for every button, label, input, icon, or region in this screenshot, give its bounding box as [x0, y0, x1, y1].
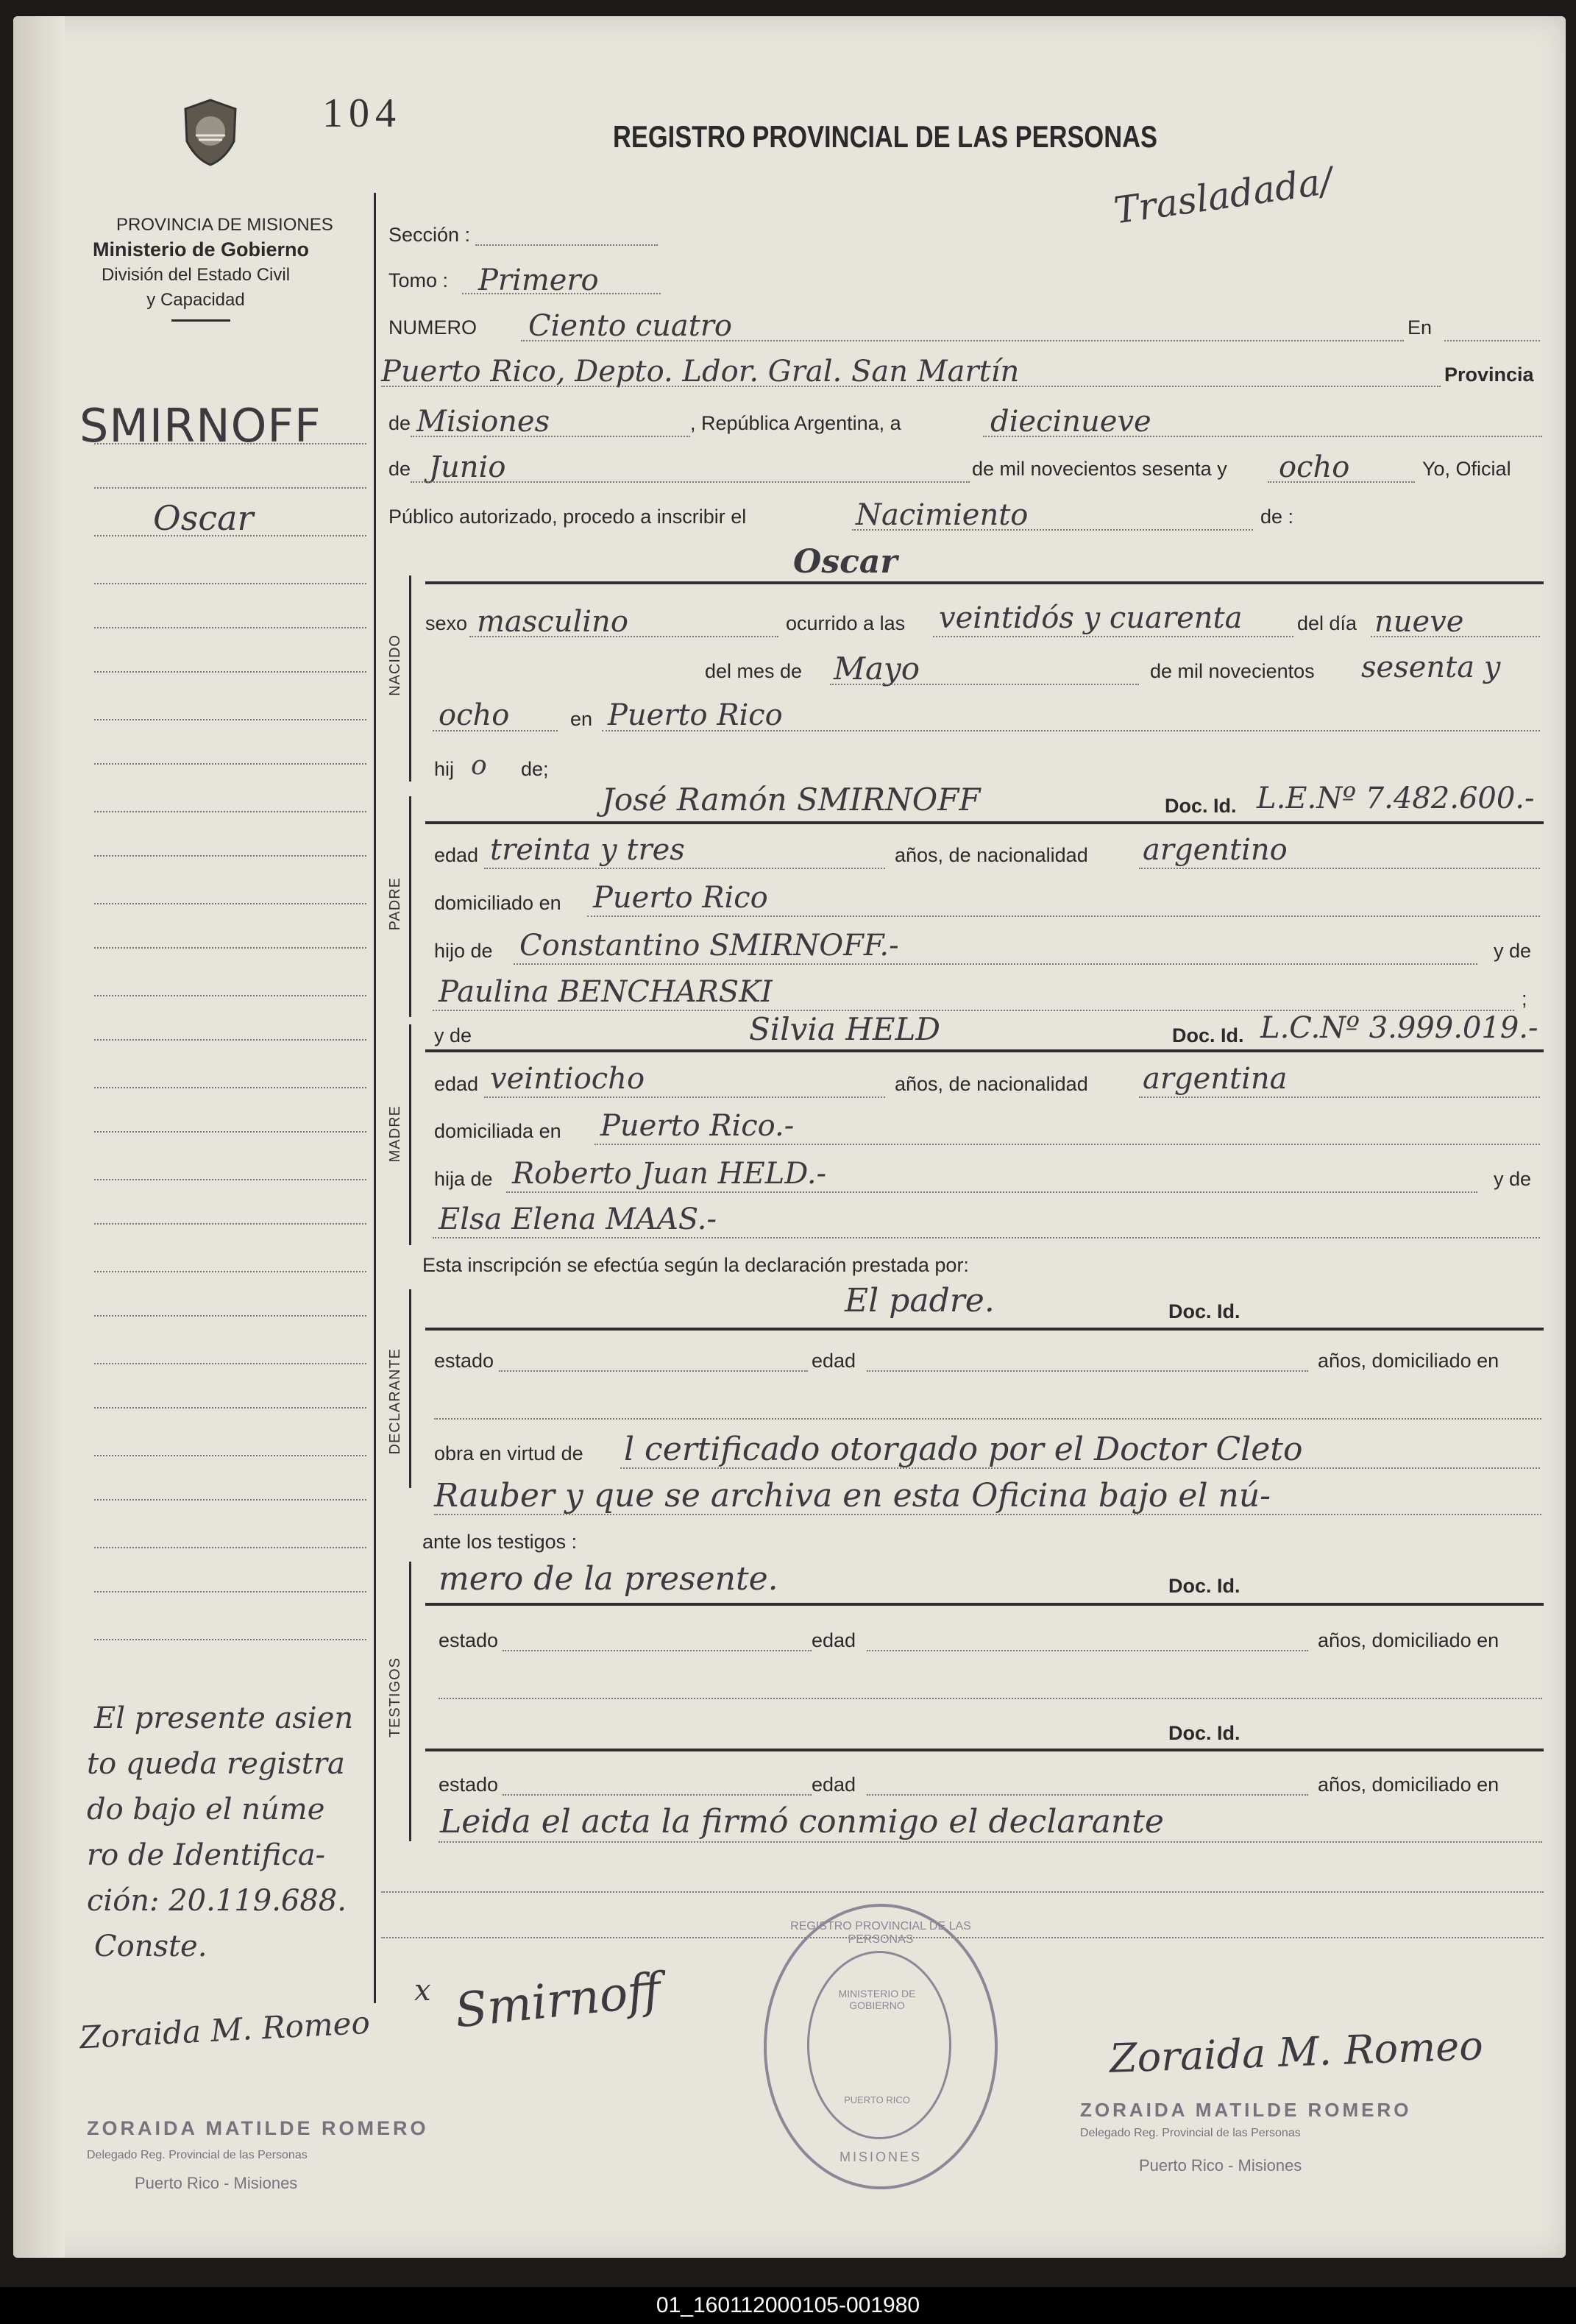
- anio-value: ocho: [1279, 450, 1350, 484]
- label-madre: MADRE: [387, 1105, 403, 1163]
- seal-bottom-text: MISIONES: [839, 2150, 922, 2164]
- label-madre-dom: domiciliada en: [434, 1120, 561, 1142]
- padre-doc-value: L.E.Nº 7.482.600.-: [1257, 782, 1535, 815]
- label-de-provincia: de: [388, 412, 411, 434]
- margin-stamp-name: ZORAIDA MATILDE ROMERO: [87, 2117, 429, 2139]
- label-testigo1-edad: edad: [812, 1629, 856, 1651]
- issuer-underline: [171, 319, 230, 322]
- margin-note-line-6: Conste.: [94, 1930, 207, 1963]
- label-testigo2-edad: edad: [812, 1774, 856, 1796]
- label-declarante: DECLARANTE: [387, 1348, 403, 1455]
- label-madre-edad: edad: [434, 1073, 479, 1095]
- label-testigo2-anios: años, domiciliado en: [1318, 1774, 1499, 1796]
- label-de-colon: de :: [1260, 506, 1294, 528]
- label-yo-oficial: Yo, Oficial: [1422, 458, 1511, 480]
- madre-hija-de-2: Elsa Elena MAAS.-: [439, 1202, 717, 1236]
- nombre-value: Oscar: [793, 543, 898, 581]
- label-provincia: Provincia: [1444, 364, 1534, 386]
- label-padre-doc: Doc. Id.: [1165, 795, 1237, 817]
- page-number: 104: [322, 91, 402, 136]
- seal-place-text: PUERTO RICO: [844, 2094, 910, 2105]
- label-del-dia: del día: [1297, 612, 1357, 634]
- label-testigo1-doc: Doc. Id.: [1168, 1575, 1240, 1597]
- madre-hija-de-1: Roberto Juan HELD.-: [512, 1157, 827, 1191]
- dia-value: diecinueve: [990, 405, 1151, 439]
- hora-value: veintidós y cuarenta: [939, 601, 1243, 635]
- coat-of-arms-emblem: [181, 97, 240, 167]
- sexo-value: masculino: [477, 605, 628, 639]
- madre-nac-value: argentina: [1143, 1062, 1288, 1096]
- dia-nac-value: nueve: [1374, 605, 1464, 639]
- acto-value: Nacimiento: [856, 498, 1029, 532]
- seal-outer-text: REGISTRO PROVINCIAL DE LAS PERSONAS: [790, 1920, 971, 1946]
- label-declarante-doc: Doc. Id.: [1168, 1300, 1240, 1322]
- label-padre-y-de: y de: [1494, 940, 1532, 962]
- label-numero: NUMERO: [388, 316, 477, 339]
- declarante-signature: Smirnoff: [452, 1963, 664, 2039]
- label-en: En: [1408, 316, 1433, 339]
- file-id-label: 01_160112000105-001980: [656, 2293, 920, 2317]
- label-semicolon: ;: [1522, 988, 1527, 1010]
- oficial-signature: Zoraida M. Romeo: [1109, 2022, 1484, 2082]
- label-declarante-estado: estado: [434, 1350, 494, 1372]
- label-esta-inscripcion: Esta inscripción se efectúa según la declaración prestada por:: [422, 1254, 969, 1276]
- issuer-capacity: y Capacidad: [146, 290, 245, 310]
- handwritten-transfer-note: Trasladada/: [1111, 159, 1335, 233]
- label-de-semi: de;: [521, 758, 549, 780]
- padre-dom-value: Puerto Rico: [593, 881, 768, 915]
- label-obra: obra en virtud de: [434, 1442, 583, 1464]
- margin-signature: Zoraida M. Romeo: [78, 2004, 371, 2056]
- obra-line-1: l certificado otorgado por el Doctor Cleto: [624, 1431, 1303, 1468]
- label-madre-hija-de: hija de: [434, 1168, 493, 1190]
- label-testigo1-estado: estado: [439, 1629, 499, 1651]
- footer-stamp-place: Puerto Rico - Misiones: [1139, 2156, 1302, 2175]
- anio-nac-b-value: ocho: [439, 698, 510, 732]
- mes-value: Junio: [429, 450, 506, 484]
- madre-doc-value: L.C.Nº 3.999.019.-: [1260, 1011, 1538, 1045]
- x-mark: x: [414, 1974, 431, 2008]
- seal-inner-text: MINISTERIO DE GOBIERNO: [838, 1988, 916, 2011]
- document-page: [13, 16, 1566, 2258]
- madre-nombre-value: Silvia HELD: [749, 1011, 941, 1047]
- padre-nac-value: argentino: [1143, 833, 1288, 867]
- label-madre-y-de: y de: [434, 1024, 472, 1046]
- label-padre-hijo-de: hijo de: [434, 940, 493, 962]
- madre-dom-value: Puerto Rico.-: [600, 1109, 795, 1143]
- tomo-value: Primero: [478, 263, 599, 297]
- margin-given-name: Oscar: [153, 498, 254, 538]
- provincia-value: Misiones: [416, 405, 550, 439]
- label-nacido: NACIDO: [387, 634, 403, 696]
- label-madre-y-de: y de: [1494, 1168, 1532, 1190]
- label-hij: hij: [434, 758, 455, 780]
- issuer-province: PROVINCIA DE MISIONES: [116, 215, 333, 235]
- label-testigos: TESTIGOS: [387, 1657, 403, 1738]
- label-madre-nac: años, de nacionalidad: [895, 1073, 1088, 1095]
- label-declarante-anios: años, domiciliado en: [1318, 1350, 1499, 1372]
- label-padre-dom: domiciliado en: [434, 892, 561, 914]
- margin-note-line-1: El presente asien: [94, 1701, 354, 1735]
- declarante-value: El padre.: [845, 1282, 995, 1319]
- margin-note-line-2: to queda registra: [87, 1747, 345, 1781]
- label-tomo: Tomo :: [388, 269, 449, 291]
- label-testigo2-doc: Doc. Id.: [1168, 1722, 1240, 1744]
- binding-edge: [13, 16, 65, 2258]
- label-publico: Público autorizado, procedo a inscribir el: [388, 506, 747, 528]
- label-de-mes: de: [388, 458, 411, 480]
- numero-value: Ciento cuatro: [528, 309, 732, 343]
- leida-line: Leida el acta la firmó conmigo el declarante: [440, 1803, 1164, 1841]
- obra-line-3: mero de la presente.: [439, 1560, 778, 1598]
- label-sexo: sexo: [425, 612, 468, 634]
- margin-note-line-5: ción: 20.119.688.: [87, 1884, 347, 1918]
- mes-nac-value: Mayo: [834, 651, 920, 687]
- margin-stamp-role: Delegado Reg. Provincial de las Personas: [87, 2149, 308, 2161]
- obra-line-2: Rauber y que se archiva en esta Oficina bajo el nú-: [434, 1477, 1271, 1515]
- label-ocurrido: ocurrido a las: [786, 612, 906, 634]
- label-de-mil: de mil novecientos sesenta y: [972, 458, 1227, 480]
- label-declarante-edad: edad: [812, 1350, 856, 1372]
- label-ante-testigos: ante los testigos :: [422, 1531, 578, 1553]
- footer-stamp-role: Delegado Reg. Provincial de las Personas: [1080, 2127, 1301, 2139]
- column-divider: [374, 193, 376, 2003]
- label-seccion: Sección :: [388, 224, 471, 246]
- padre-hijo-de-1: Constantino SMIRNOFF.-: [519, 929, 899, 963]
- anio-nac-a-value: sesenta y: [1361, 651, 1501, 684]
- label-padre-edad: edad: [434, 844, 479, 866]
- padre-edad-value: treinta y tres: [490, 833, 685, 867]
- margin-surname: SMIRNOFF: [79, 399, 322, 453]
- label-testigo1-anios: años, domiciliado en: [1318, 1629, 1499, 1651]
- margin-stamp-place: Puerto Rico - Misiones: [135, 2174, 298, 2192]
- page-title: REGISTRO PROVINCIAL DE LAS PERSONAS: [613, 119, 1157, 154]
- label-madre-doc: Doc. Id.: [1172, 1024, 1244, 1046]
- footer-stamp-name: ZORAIDA MATILDE ROMERO: [1080, 2099, 1412, 2121]
- padre-hijo-de-2: Paulina BENCHARSKI: [439, 975, 773, 1009]
- official-seal: [764, 1904, 998, 2189]
- madre-edad-value: veintiocho: [490, 1062, 645, 1096]
- label-padre: PADRE: [387, 877, 403, 931]
- label-testigo2-estado: estado: [439, 1774, 499, 1796]
- hij-value: o: [471, 751, 487, 781]
- file-id-bar: [0, 2287, 1576, 2324]
- margin-note-line-4: ro de Identifica-: [87, 1838, 326, 1872]
- lugar-nac-value: Puerto Rico: [608, 698, 783, 732]
- issuer-ministry: Ministerio de Gobierno: [93, 238, 310, 261]
- issuer-division: División del Estado Civil: [101, 265, 291, 285]
- lugar-value: Puerto Rico, Depto. Ldor. Gral. San Martín: [381, 355, 1020, 389]
- label-padre-nac: años, de nacionalidad: [895, 844, 1088, 866]
- label-republica: , República Argentina, a: [690, 412, 901, 434]
- padre-nombre-value: José Ramón SMIRNOFF: [602, 782, 981, 818]
- label-del-mes: del mes de: [705, 660, 803, 682]
- margin-note-line-3: do bajo el núme: [87, 1793, 325, 1827]
- label-en2: en: [570, 708, 593, 730]
- label-de-mil2: de mil novecientos: [1150, 660, 1315, 682]
